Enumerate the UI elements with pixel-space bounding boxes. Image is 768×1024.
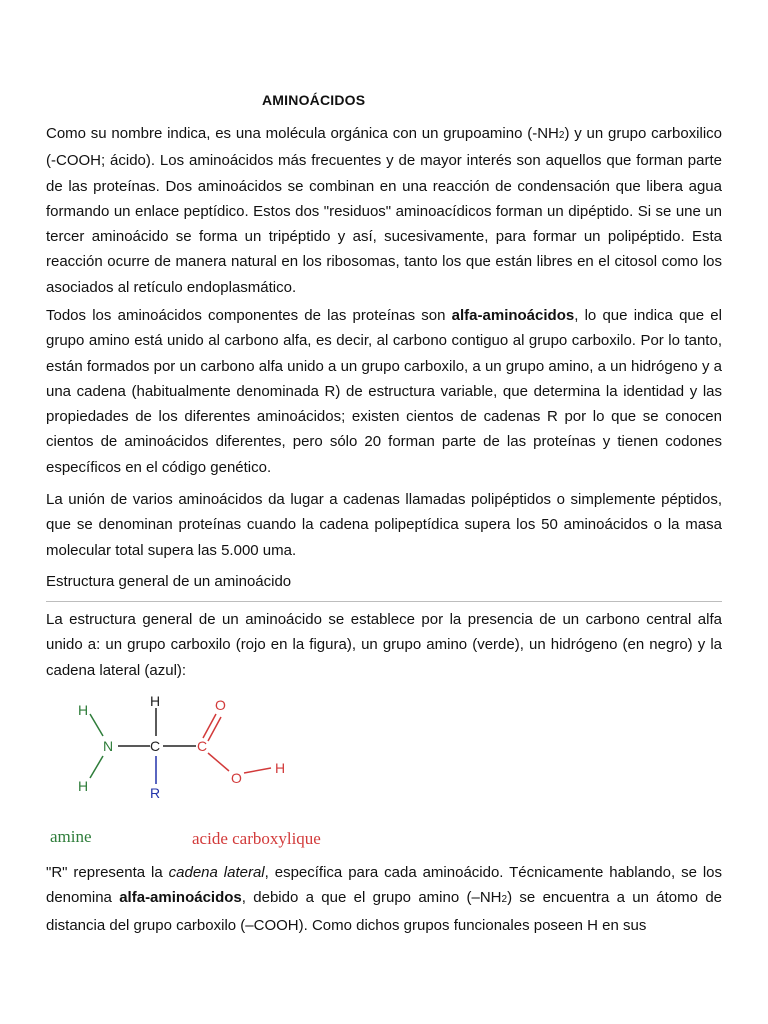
atom-h-bottom-left: H bbox=[78, 778, 89, 794]
intro-text-a: Como su nombre indica, es una molécula orgánica con un grupoamino (-NH bbox=[46, 125, 559, 142]
r-text-a: "R" representa la bbox=[46, 864, 169, 881]
bond-c-o-double-1 bbox=[203, 714, 216, 738]
paragraph-intro bbox=[46, 121, 722, 300]
caption-amine: amine bbox=[50, 827, 92, 846]
r-text-d: ) se encuentra a un átomo de distancia del grupo carboxilo (–COOH). Como dichos grupos funcionales poseen H en sus bbox=[46, 889, 722, 934]
structure-diagram bbox=[46, 688, 346, 828]
r-bold-term: alfa-aminoácidos bbox=[119, 889, 242, 907]
bond-o-h bbox=[244, 768, 271, 773]
atom-c-carboxyl: C bbox=[197, 738, 208, 754]
atom-h-top-left: H bbox=[78, 702, 89, 718]
bond-c-o-single bbox=[208, 753, 229, 771]
bond-c-o-double-2 bbox=[208, 717, 221, 741]
caption-acid: acide carboxylique bbox=[192, 829, 321, 848]
atom-r: R bbox=[150, 785, 161, 801]
intro-subscript: 2 bbox=[558, 130, 565, 141]
alfa-text-a: Todos los aminoácidos componentes de las proteínas son bbox=[46, 307, 452, 324]
alfa-bold-term: alfa-aminoácidos bbox=[451, 307, 575, 324]
r-italic-term: cadena lateral bbox=[168, 864, 265, 881]
alfa-text-b: , lo que indica que el grupo amino está unido al carbono alfa, es decir, al carbono contiguo al grupo carboxilo. Por lo tanto, están formados por un carbono alfa unido a un grupo carboxilo, a un grupo amino, a un hidrógeno y a una cadena (habitualmente denominada R) de estructura variable, que determina la identidad y las propiedades de los diferentes aminoácidos; existen cientos de cadenas R por lo que se conocen cientos de aminoácidos diferentes, pero sólo 20 forman parte de las proteínas y tienen codones específicos en el código genético. bbox=[46, 307, 722, 476]
page-title: AMINOÁCIDOS bbox=[262, 92, 366, 108]
r-subscript: 2 bbox=[501, 894, 508, 906]
paragraph-union: La unión de varios aminoácidos da lugar a cadenas llamadas polipéptidos o simplemente péptidos, que se denominan proteínas cuando la cadena polipeptídica supera los 50 aminoácidos o la masa molecular total supera las 5.000 uma. bbox=[46, 491, 722, 559]
atom-n: N bbox=[103, 738, 114, 754]
r-text-c: , debido a que el grupo amino (–NH bbox=[241, 889, 502, 907]
atom-c-alpha: C bbox=[150, 738, 161, 754]
intro-text-b: ) y un grupo carboxilico (-COOH; ácido). Los aminoácidos más frecuentes y de mayor interés son aquellos que forman parte de las proteínas. Dos aminoácidos se combinan en una reacción de condensación que libera agua formando un enlace peptídico. Estos dos "residuos" aminoacídicos forman un dipéptido. Si se une un tercer aminoácido se forma un tripéptido y así, sucesivamente, para formar un polipéptido. Esta reacción ocurre de manera natural en los ribosomas, tanto los que están libres en el citosol como los asociados al retículo endoplasmático. bbox=[46, 125, 722, 296]
atom-o-double: O bbox=[215, 697, 226, 713]
section-heading: Estructura general de un aminoácido bbox=[46, 573, 292, 590]
paragraph-alfa bbox=[46, 303, 722, 480]
atom-h-right: H bbox=[275, 760, 286, 776]
bond-h-n-top bbox=[90, 714, 103, 736]
r-text-b: , específica para cada aminoácido. Técnicamente hablando, se los denomina bbox=[46, 864, 723, 907]
amino-acid-figure bbox=[46, 688, 346, 858]
divider bbox=[46, 601, 722, 602]
bond-n-h-bottom bbox=[90, 756, 103, 778]
paragraph-r-chain bbox=[46, 860, 722, 938]
paragraph-structure: La estructura general de un aminoácido se establece por la presencia de un carbono central alfa unido a: un grupo carboxilo (rojo en la figura), un grupo amino (verde), un hidrógeno (en negro) y la cadena lateral (azul): bbox=[46, 611, 722, 679]
atom-h-top: H bbox=[150, 693, 161, 709]
atom-o-single: O bbox=[231, 770, 242, 786]
